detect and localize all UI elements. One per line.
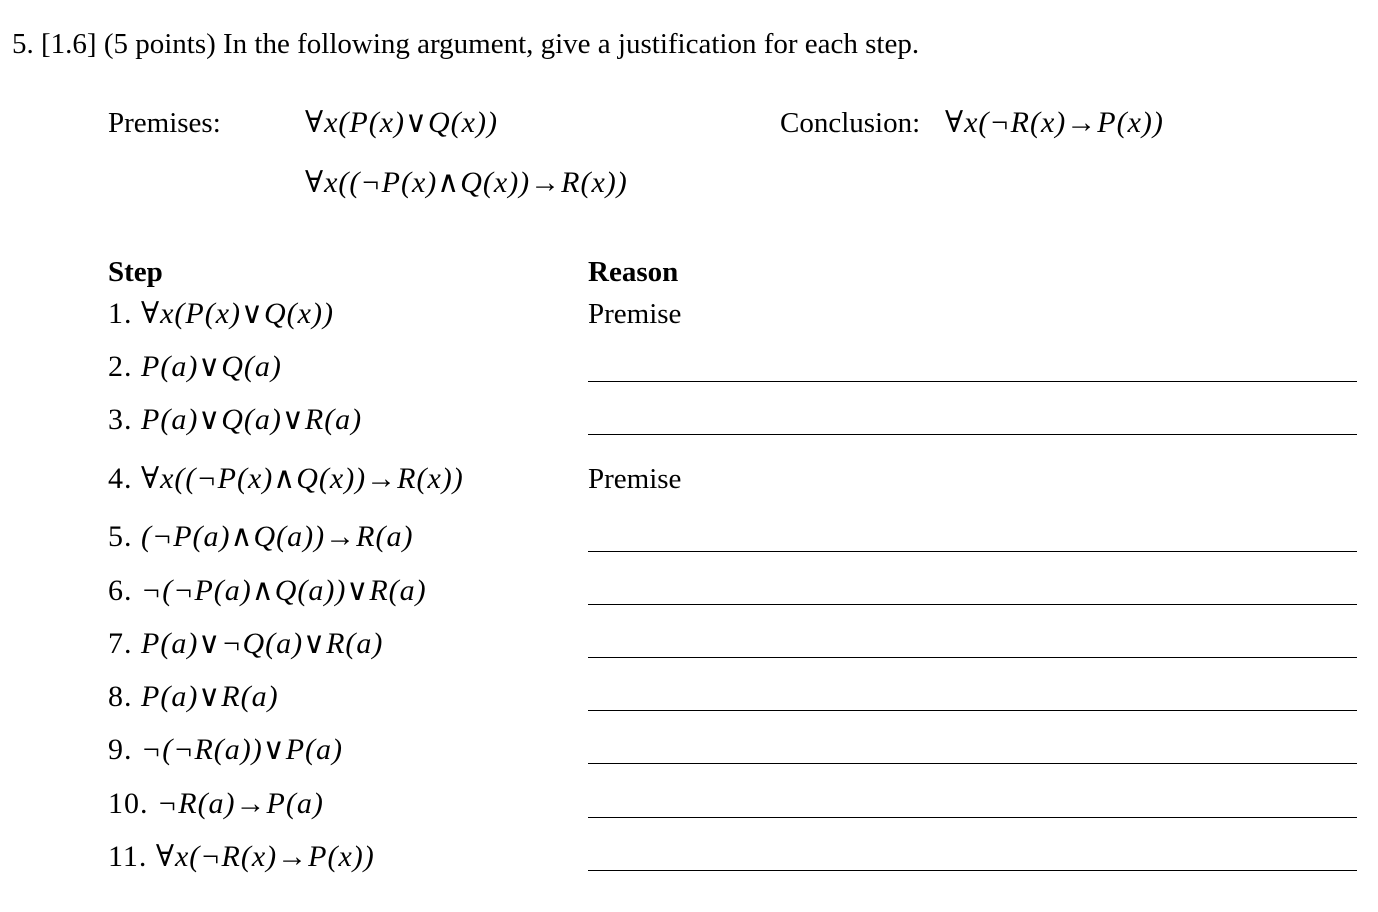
- step-row-8: [108, 677, 279, 717]
- step-row-11: [108, 837, 375, 877]
- question-text: 5. [1.6] (5 points) In the following argument, give a justification for each step.: [12, 28, 920, 60]
- step-expression: ¬R(a)→P(a): [157, 787, 324, 820]
- step-row-2: [108, 347, 282, 387]
- step-expression: (¬P(a)∧Q(a))→R(a): [141, 520, 414, 553]
- step-number: 5.: [108, 520, 133, 553]
- step-expression: ∀x((¬P(x)∧Q(x))→R(x)): [141, 462, 464, 495]
- step-number: 4.: [108, 462, 133, 495]
- step-row-6: [108, 571, 427, 611]
- premises-label: Premises:: [108, 107, 221, 139]
- step-row-1: [108, 294, 334, 334]
- reason-header: Reason: [588, 256, 679, 288]
- step-expression: P(a)∨R(a): [141, 680, 279, 713]
- reason-blank-5[interactable]: [588, 551, 1357, 552]
- step-expression: ¬(¬P(a)∧Q(a))∨R(a): [141, 574, 427, 607]
- step-number: 8.: [108, 680, 133, 713]
- step-number: 6.: [108, 574, 133, 607]
- reason-blank-11[interactable]: [588, 870, 1357, 871]
- premise-formula-1: ∀x(P(x)∨Q(x)): [305, 106, 498, 139]
- reason-blank-3[interactable]: [588, 434, 1357, 435]
- step-row-3: [108, 400, 362, 440]
- step-number: 2.: [108, 350, 133, 383]
- step-expression: ∀x(P(x)∨Q(x)): [141, 297, 334, 330]
- step-expression: P(a)∨¬Q(a)∨R(a): [141, 627, 384, 660]
- step-expression: P(a)∨Q(a)∨R(a): [141, 403, 363, 436]
- step-expression: P(a)∨Q(a): [141, 350, 282, 383]
- step-row-9: [108, 730, 343, 770]
- reason-blank-6[interactable]: [588, 604, 1357, 605]
- premise-formula-2: ∀x((¬P(x)∧Q(x))→R(x)): [305, 166, 628, 199]
- reason-text-1: Premise: [588, 298, 682, 330]
- step-row-10: [108, 784, 324, 824]
- step-number: 10.: [108, 787, 149, 820]
- reason-blank-9[interactable]: [588, 763, 1357, 764]
- step-row-4: [108, 459, 464, 499]
- step-row-7: [108, 624, 383, 664]
- step-expression: ∀x(¬R(x)→P(x)): [155, 840, 375, 873]
- reason-blank-7[interactable]: [588, 657, 1357, 658]
- step-number: 11.: [108, 840, 148, 873]
- reason-blank-10[interactable]: [588, 817, 1357, 818]
- step-expression: ¬(¬R(a))∨P(a): [141, 733, 344, 766]
- step-number: 1.: [108, 297, 133, 330]
- reason-blank-8[interactable]: [588, 710, 1357, 711]
- step-number: 3.: [108, 403, 133, 436]
- conclusion-label: Conclusion:: [780, 107, 921, 139]
- step-row-5: [108, 517, 413, 557]
- step-number: 7.: [108, 627, 133, 660]
- step-header: Step: [108, 256, 163, 288]
- reason-text-4: Premise: [588, 463, 682, 495]
- reason-blank-2[interactable]: [588, 381, 1357, 382]
- step-number: 9.: [108, 733, 133, 766]
- conclusion-formula: ∀x(¬R(x)→P(x)): [945, 106, 1164, 139]
